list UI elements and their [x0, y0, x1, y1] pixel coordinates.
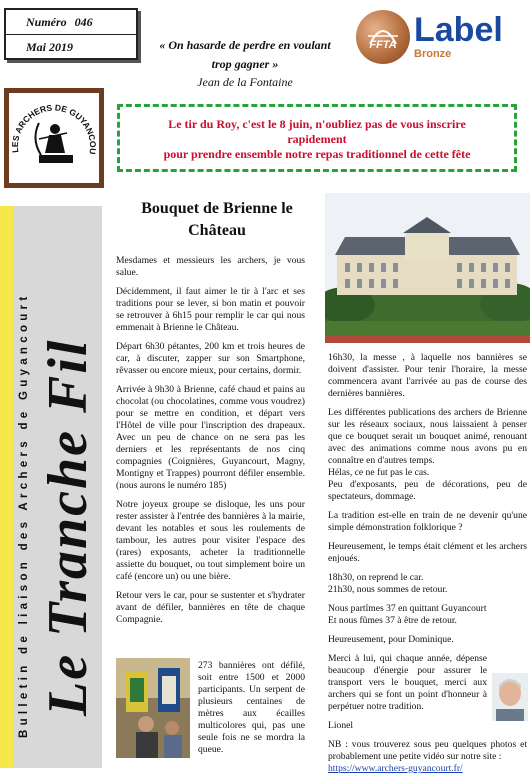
newsletter-title: Le Tranche Fil [37, 338, 99, 716]
paragraph: Arrivée à 9h30 à Brienne, café chaud et pains au chocolat (ou chocolatines, comme vous voudrez) pour se mettre en condition, et départ vers l'Hôtel de ville pour l'inscription des drapeaux. Avec un peu de chance on ne sera pas les derniers et les représentants de nos cinq compagnies (Coignières, Guyancourt, Magny, Montigny et Trappes) pourront défiler ensemble. (nous aurons le numéro 185) [116, 384, 305, 491]
paragraph: 21h30, nous sommes de retour. [328, 584, 448, 595]
paragraph: Retour vers le car, pour se sustenter et s'hydrater avant de défiler, bannières en tête de chaque Compagnie. [116, 590, 305, 625]
article-left-column [116, 255, 305, 633]
banners-photo [116, 658, 190, 758]
paragraph: Mesdames et messieurs les archers, je vous salue. [116, 255, 305, 278]
club-logo-text: LES ARCHERS DE GUYANCOU [9, 102, 99, 155]
newsletter-subtitle: Bulletin de liaison des Archers de Guyancourt [18, 292, 30, 738]
quote-author: Jean de la Fontaine [197, 75, 293, 89]
paragraph: Peu d'exposants, peu de décorations, peu de spectateurs, dommage. [328, 479, 527, 502]
article-title: Bouquet de Brienne le Château [141, 200, 293, 239]
archer-icon [35, 123, 73, 163]
issue-number-label: Numéro [26, 15, 67, 29]
label-word: Label [414, 11, 503, 49]
issue-number-row [6, 10, 136, 34]
banners-photo-image [116, 658, 190, 758]
paragraph: Les différentes publications des archers de Brienne sur les réseaux sociaux, nous laissaient à penser que ce bouquet serait un bouquet animé, renouant avec des animations comme nous avons pu en connaître en d'autres temps. [328, 407, 527, 466]
author-photo-image [492, 673, 528, 721]
banner-line-1: Le tir du Roy, c'est le 8 juin, n'oubliez pas de vous inscrire rapidement [168, 117, 466, 146]
paragraph: 18h30, on reprend le car. [328, 572, 424, 583]
paragraph: Notre joyeux groupe se disloque, les uns pour rester assister à l'entrée des bannières à la mairie, devant les notables et sous les roulements de tambour, les autres pour visiter l'espace des (rares) exposants, acheter la traditionnelle assiette du bouquet, ou tout simplement boire un café (encore un) ou une bière. [116, 499, 305, 582]
issue-number: 046 [74, 15, 93, 29]
author-photo [492, 673, 528, 721]
castle-photo-image [325, 193, 530, 343]
quote-block [150, 36, 340, 90]
announcement-banner [117, 104, 517, 172]
paragraph: Et nous fûmes 37 à être de retour. [328, 615, 457, 626]
paragraph: Heureusement, pour Dominique. [328, 634, 454, 645]
sidebar-yellow-strip [0, 206, 14, 768]
castle-photo [325, 193, 530, 343]
issue-date: Mai 2019 [6, 34, 136, 59]
paragraph: 16h30, la messe , à laquelle nos bannières se doivent d'assister. Pour tenir l'horaire, la messe commencera avant l'arrivée au pas de course des dernières bannières. [328, 352, 527, 399]
paragraph: Décidemment, il faut aimer le tir à l'arc et ses traditions pour se lever, si bon matin et pouvoir se retrouver à 6h15 pour remplir le car qui nous emmenait à Brienne le Château. [116, 286, 305, 333]
paragraph: La tradition est-elle en train de ne devenir qu'une simple démonstration folklorique ? [328, 510, 527, 533]
paragraph: NB : vous trouverez sous peu quelques photos et probablement une petite vidéo sur notre site : [328, 739, 527, 762]
paragraph: Nous partîmes 37 en quittant Guyancourt [328, 603, 487, 614]
paragraph: Heureusement, le temps était clément et les archers enjoués. [328, 541, 527, 564]
website-link[interactable]: https://www.archers-guyancourt.fr/ [328, 763, 463, 774]
paragraph: Départ 6h30 pétantes, 200 km et trois heures de car, à discuter, zapper sur son Smartphone, rêvasser ou encore mieux, pour certains, dormir. [116, 341, 305, 376]
issue-box [4, 8, 138, 60]
banner-line-2: pour prendre ensemble notre repas traditionnel de cette fête [163, 147, 471, 161]
article-left-tail [198, 660, 305, 763]
paragraph: Hélas, ce ne fut pas le cas. [328, 467, 430, 478]
club-logo [4, 88, 104, 188]
ffta-target-icon [356, 10, 410, 64]
label-level: Bronze [414, 48, 452, 60]
ffta-text: FFTA [369, 39, 397, 51]
paragraph: 273 bannières ont défilé, soit entre 1500 et 2000 participants. Un serpent de plusieurs centaines de mètres aux écailles multicolores qui, pas une seule fois ne se mordra la queue. [198, 660, 305, 755]
quote-text: « On hasarde de perdre en voulant trop gagner » [159, 38, 331, 71]
paragraph: Merci à lui, qui chaque année, dépense beaucoup d'énergie pour assurer le transport vers le bouquet, merci aux archers qui se font un point d'honneur à perpétuer notre tradition. [328, 653, 487, 712]
paragraph: Lionel [328, 720, 354, 731]
club-logo-emblem [9, 93, 99, 183]
archer-silhouette-icon [356, 10, 410, 64]
ffta-label-logo [356, 8, 528, 68]
